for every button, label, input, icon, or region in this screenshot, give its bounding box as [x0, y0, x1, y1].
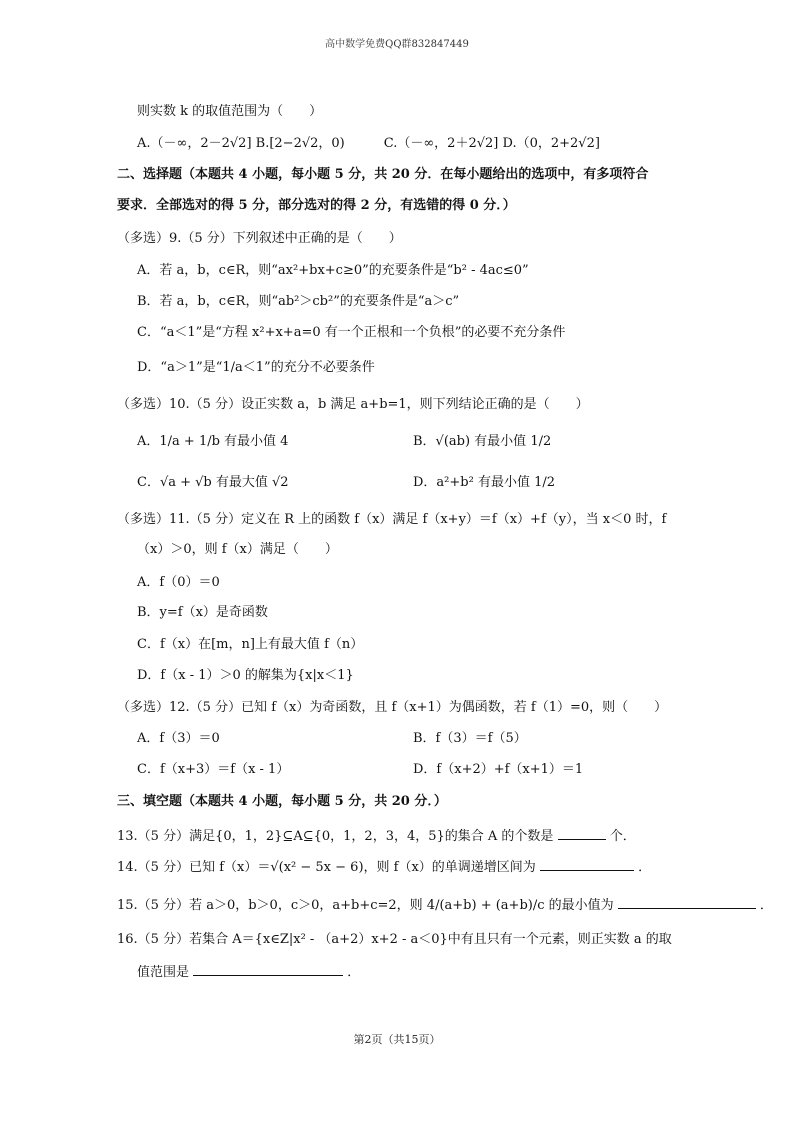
- q14-answer-blank: [540, 856, 634, 871]
- q11-stem-cont: （x）＞0，则 f（x）满足（ ）: [137, 542, 338, 557]
- q14-text: 14.（5 分）已知 f（x）＝√(x² − 5x − 6)，则 f（x）的单调递增区间为: [117, 860, 536, 875]
- q13-text: 13.（5 分）满足{0，1，2}⊆A⊆{0，1，2，3，4，5}的集合 A 的个数是: [117, 829, 554, 844]
- q10-option-b: B．√(ab) 有最小值 1/2: [413, 434, 552, 449]
- q15-answer-blank: [618, 894, 756, 909]
- page-header: 高中数学免费QQ群832847449: [325, 39, 469, 50]
- q12-option-b: B．f（3）＝f（5）: [413, 731, 527, 746]
- q11-option-c: C．f（x）在[m，n]上有最大值 f（n）: [137, 637, 364, 652]
- q13-answer-blank: [558, 825, 606, 840]
- q9-option-c: C．“a＜1”是“方程 x²+x+a=0 有一个正根和一个负根”的必要不充分条件: [137, 325, 566, 340]
- q16-text: 值范围是: [137, 965, 190, 980]
- q11-stem: （多选）11.（5 分）定义在 R 上的函数 f（x）满足 f（x+y）＝f（x）+f（y），当 x＜0 时，f: [117, 512, 667, 527]
- q12-stem: （多选）12.（5 分）已知 f（x）为奇函数，且 f（x+1）为偶函数，若 f（1）=0，则（ ）: [117, 700, 668, 715]
- q13-text-end: 个．: [609, 829, 636, 844]
- q8-stem: 则实数 k 的取值范围为（ ）: [137, 104, 323, 119]
- q10-option-a: A．1/a + 1/b 有最小值 4: [137, 434, 289, 449]
- q9-option-b: B．若 a，b，c∈R，则“ab²＞cb²”的充要条件是“a＞c”: [137, 294, 460, 309]
- q11-option-d: D．f（x - 1）＞0 的解集为{x|x＜1}: [137, 668, 354, 683]
- q15-text-end: ．: [759, 898, 773, 913]
- q11-option-a: A．f（0）＝0: [137, 575, 220, 590]
- q10-stem: （多选）10.（5 分）设正实数 a，b 满足 a+b=1，则下列结论正确的是（ ）: [117, 397, 589, 412]
- page-footer: 第2页（共15页）: [353, 1033, 441, 1046]
- q16-stem: 16.（5 分）若集合 A＝{x∈Z|x² - （a+2）x+2 - a＜0}中有且只有一个元素，则正实数 a 的取: [117, 932, 672, 947]
- q13: [117, 825, 636, 846]
- q16: [137, 961, 360, 982]
- q15-text: 15.（5 分）若 a＞0，b＞0，c＞0，a+b+c=2，则 4/(a+b) + (a+b)/c 的最小值为: [117, 898, 614, 913]
- section2-title-cont: 要求．全部选对的得 5 分，部分选对的得 2 分，有选错的得 0 分．）: [117, 198, 516, 213]
- q16-text-end: ．: [347, 965, 361, 980]
- q10-option-c: C．√a + √b 有最大值 √2: [137, 475, 289, 490]
- q10-option-d: D．a²+b² 有最小值 1/2: [413, 475, 555, 490]
- q12-option-a: A．f（3）＝0: [137, 731, 220, 746]
- section2-title: 二、选择题（本题共 4 小题，每小题 5 分，共 20 分．在每小题给出的选项中，有多项符合: [117, 167, 649, 182]
- q15: [117, 894, 773, 915]
- q12-option-c: C．f（x+3）＝f（x - 1）: [137, 762, 290, 777]
- q14-text-end: ．: [638, 860, 652, 875]
- q12-option-d: D．f（x+2）+f（x+1）＝1: [413, 762, 584, 777]
- section3-title: 三、填空题（本题共 4 小题，每小题 5 分，共 20 分．）: [117, 794, 447, 809]
- q9-option-d: D．“a＞1”是“1/a＜1”的充分不必要条件: [137, 360, 375, 375]
- q9-option-a: A．若 a，b，c∈R，则“ax²+bx+c≥0”的充要条件是“b² - 4ac≤0”: [137, 263, 529, 278]
- q8-options: A.（－∞，2－2√2] B.[2−2√2，0) C.（－∞，2＋2√2] D.（0，2+2√2]: [137, 136, 600, 151]
- q16-answer-blank: [193, 961, 343, 976]
- q11-option-b: B．y=f（x）是奇函数: [137, 605, 268, 620]
- q14: [117, 856, 651, 877]
- q9-stem: （多选）9.（5 分）下列叙述中正确的是（ ）: [117, 231, 402, 246]
